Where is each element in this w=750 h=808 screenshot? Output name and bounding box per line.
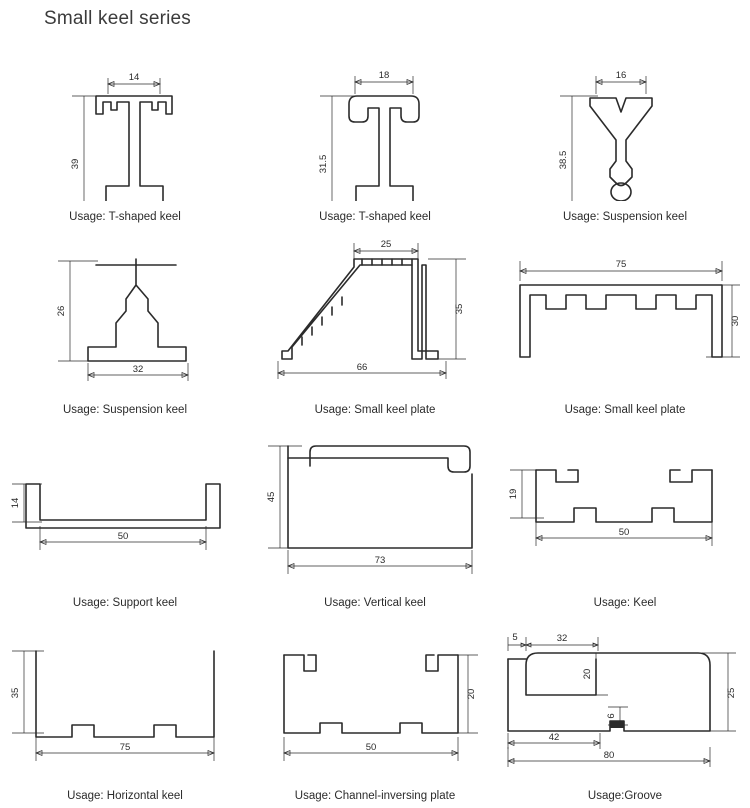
page-title: Small keel series <box>44 8 192 29</box>
figure-cell-vertical-keel <box>250 422 500 615</box>
dim-label: 30 <box>730 315 741 327</box>
figure-cell-t-shaped-keel-2 <box>250 36 500 229</box>
figure-caption: Usage: Vertical keel <box>324 597 426 609</box>
figure-support-keel <box>0 422 250 587</box>
figure-caption: Usage: Suspension keel <box>62 404 188 416</box>
dim-label: 42 <box>548 732 560 743</box>
figure-caption: Usage: T-shaped keel <box>319 211 431 223</box>
dim-label: 80 <box>603 750 615 761</box>
figure-cell-support-keel <box>0 422 250 615</box>
dim-label: 39 <box>70 158 81 170</box>
dim-label: 14 <box>128 72 140 83</box>
figure-small-keel-plate-1 <box>250 229 500 394</box>
figure-suspension-keel-2 <box>0 229 250 394</box>
dim-label: 75 <box>119 742 131 753</box>
dim-label: 73 <box>374 555 386 566</box>
figure-keel <box>500 422 750 587</box>
figure-cell-t-shaped-keel-1 <box>0 36 250 229</box>
figure-cell-suspension-keel-2 <box>0 229 250 422</box>
figure-caption: Usage: Small keel plate <box>564 404 686 416</box>
figure-horizontal-keel <box>0 615 250 780</box>
figure-t-shaped-keel-1 <box>0 36 250 201</box>
dim-label: 32 <box>132 364 144 375</box>
dim-label: 20 <box>582 668 593 680</box>
figure-groove <box>500 615 750 780</box>
dim-label: 50 <box>618 527 630 538</box>
dim-label: 32 <box>556 633 568 644</box>
figure-cell-suspension-keel-1 <box>500 36 750 229</box>
figure-caption: Usage: Suspension keel <box>562 211 688 223</box>
figure-suspension-keel-1 <box>500 36 750 201</box>
dim-label: 16 <box>615 70 627 81</box>
figure-cell-groove <box>500 615 750 808</box>
dim-label: 14 <box>10 497 21 509</box>
figure-grid <box>0 36 750 805</box>
dim-label: 35 <box>454 303 465 315</box>
figure-caption: Usage: Keel <box>593 597 657 609</box>
figure-caption: Usage: T-shaped keel <box>69 211 181 223</box>
figure-cell-small-keel-plate-1 <box>250 229 500 422</box>
figure-cell-keel <box>500 422 750 615</box>
figure-t-shaped-keel-2 <box>250 36 500 201</box>
dim-label: 50 <box>117 531 129 542</box>
dim-label: 19 <box>508 488 519 500</box>
figure-caption: Usage: Channel-inversing plate <box>294 790 456 802</box>
figure-channel-inversing-plate <box>250 615 500 780</box>
dim-label: 75 <box>615 259 627 270</box>
dim-label: 20 <box>466 688 477 700</box>
dim-label: 25 <box>726 687 737 699</box>
dim-label: 18 <box>378 70 390 81</box>
figure-cell-horizontal-keel <box>0 615 250 808</box>
figure-vertical-keel <box>250 422 500 587</box>
dim-label: 26 <box>56 305 67 317</box>
figure-cell-channel-inversing-plate <box>250 615 500 808</box>
dim-label: 6 <box>606 713 617 719</box>
figure-caption: Usage: Horizontal keel <box>67 790 183 802</box>
dim-label: 66 <box>356 362 368 373</box>
dim-label: 25 <box>380 239 392 250</box>
dim-label: 38.5 <box>558 150 569 170</box>
figure-caption: Usage:Groove <box>587 790 663 802</box>
dim-label: 50 <box>365 742 377 753</box>
figure-caption: Usage: Support keel <box>72 597 178 609</box>
dim-label: 31.5 <box>318 154 329 174</box>
figure-small-keel-plate-2 <box>500 229 750 394</box>
figure-caption: Usage: Small keel plate <box>314 404 436 416</box>
dim-label: 35 <box>10 687 21 699</box>
figure-cell-small-keel-plate-2 <box>500 229 750 422</box>
dim-label: 45 <box>266 491 277 503</box>
dim-label: 5 <box>512 632 518 643</box>
